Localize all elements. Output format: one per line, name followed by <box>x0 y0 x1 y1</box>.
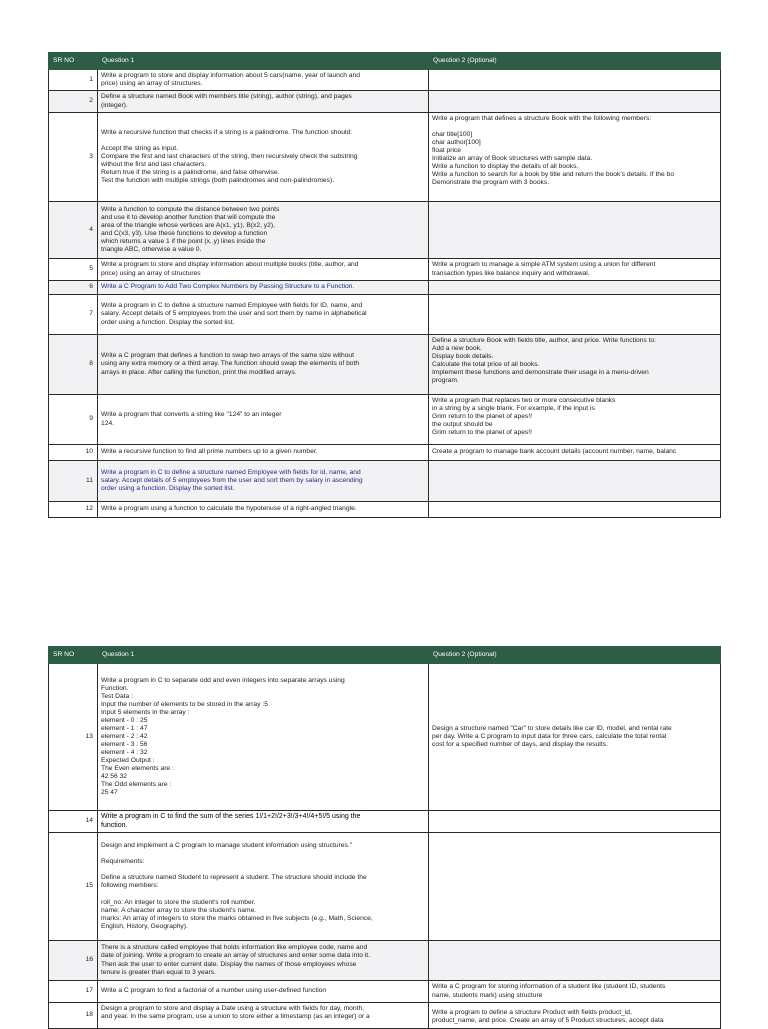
row-sr: 8 <box>49 335 98 395</box>
row-question-1: Write a recursive function that checks if a string is a palindrome. The function should: Accept the string as input. Compare the first and last characters of the string, then recursively check the substring without the first and last characters. Return true if the string is a palindrome, and false otherwise. Test the function with multiple strings (both palindromes and non-palindromes). <box>98 113 429 202</box>
header-question-1: Question 1 <box>98 53 429 70</box>
table-row <box>49 811 721 833</box>
row-question-2: Create a program to manage bank account details (account number, name, balanc <box>429 445 721 461</box>
row-question-2 <box>429 811 721 833</box>
row-question-2 <box>429 70 721 91</box>
question-table-1 <box>48 52 721 518</box>
row-question-2: Write a C program for storing information of a student like (student ID, students name, students mark) using structure <box>429 981 721 1003</box>
row-sr: 13 <box>49 664 98 811</box>
row-question-1: Design and implement a C program to manage student information using structures." Requirements: Define a structure named Student to represent a student. The structure should include the following members: roll_no: An integer to store the student's roll number. name: A character array to store the student's name. marks: An array of integers to store the marks obtained in five subjects (e.g., Math, Science, English, History, Geography). <box>98 833 429 941</box>
table-row <box>49 833 721 941</box>
row-sr: 3 <box>49 113 98 202</box>
row-sr: 10 <box>49 445 98 461</box>
row-sr: 9 <box>49 395 98 445</box>
table-row <box>49 259 721 281</box>
row-sr: 14 <box>49 811 98 833</box>
table-row <box>49 445 721 461</box>
row-question-1: Write a program to store and display information about multiple books (title, author, and price) using an array of structures <box>98 259 429 281</box>
table-header-row <box>49 647 721 664</box>
table-row <box>49 981 721 1003</box>
row-question-1: Define a structure named Book with members title (string), author (string), and pages (integer). <box>98 91 429 113</box>
table-row <box>49 295 721 335</box>
row-question-1: Write a program in C to separate odd and even integers into separate arrays using Function. Test Data : Input the number of elements to be stored in the array :5 Input 5 elements in the array : element - 0 : 25 element - 1 : 47 element - 2 : 42 element - 3 : 56 element - 4 : 32 Expected Output : The Even elements are : 42 56 32 The Odd elements are : 25 47 <box>98 664 429 811</box>
row-sr: 6 <box>49 281 98 295</box>
table-row <box>49 664 721 811</box>
row-question-1: Write a program in C to find the sum of the series 1!/1+2!/2+3!/3+4!/4+5!/5 using the function. <box>98 811 429 833</box>
question-table-2 <box>48 646 721 1029</box>
row-question-1: Write a function to compute the distance between two points and use it to develop another function that will compute the area of the triangle whose vertices are A(x1, y1), B(x2, y2), and C(x3, y3). Use these functions to develop a function which returns a value 1 if the point (x, y) lines inside the triangle ABC, otherwise a value 0. <box>98 202 429 259</box>
header-question-2: Question 2 (Optional) <box>429 647 721 664</box>
table-row <box>49 202 721 259</box>
table-row <box>49 113 721 202</box>
header-question-1: Question 1 <box>98 647 429 664</box>
row-question-1: Write a program that converts a string like "124" to an integer 124. <box>98 395 429 445</box>
row-sr: 15 <box>49 833 98 941</box>
row-question-2: Write a program to manage a simple ATM system using a union for different transaction types like balance inquiry and withdrawal. <box>429 259 721 281</box>
row-question-2 <box>429 295 721 335</box>
row-sr: 18 <box>49 1003 98 1029</box>
row-question-2: Write a program to define a structure Product with fields product_id, product_name, and price. Create an array of 5 Product structures, accept data <box>429 1003 721 1029</box>
table-row <box>49 461 721 502</box>
table-row <box>49 941 721 981</box>
table-row <box>49 1003 721 1029</box>
row-sr: 4 <box>49 202 98 259</box>
row-sr: 16 <box>49 941 98 981</box>
row-question-1: Write a program in C to define a structure named Employee with fields for ID, name, and salary. Accept details of 5 employees from the user and sort them by name in alphabetical order using a function. Display the sorted list. <box>98 295 429 335</box>
row-question-1: There is a structure called employee that holds information like employee code, name and date of joining. Write a program to create an array of structures and enter some data into it. Then ask the user to enter current date. Display the names of those employees whose tenure is greater than equal to 3 years. <box>98 941 429 981</box>
row-question-2 <box>429 941 721 981</box>
row-sr: 1 <box>49 70 98 91</box>
table-row <box>49 395 721 445</box>
row-sr: 12 <box>49 502 98 518</box>
table-row <box>49 91 721 113</box>
table-row <box>49 335 721 395</box>
row-question-1: Write a program in C to define a structure named Employee with fields for id, name, and salary. Accept details of 5 employees from the user and sort them by salary in ascending order using a function. Display the sorted list. <box>98 461 429 502</box>
row-question-2 <box>429 202 721 259</box>
row-question-2: Write a program that replaces two or more consecutive blanks in a string by a single blank. For example, if the input is Grim return to the planet of apes!! the output should be Grim return to the planet of apes!! <box>429 395 721 445</box>
row-question-1: Design a program to store and display a Date using a structure with fields for day, month, and year. In the same program, use a union to store either a timestamp (as an integer) or a <box>98 1003 429 1029</box>
table-header-row <box>49 53 721 70</box>
row-question-1: Write a C Program to Add Two Complex Numbers by Passing Structure to a Function. <box>98 281 429 295</box>
header-sr-no: SR NO <box>49 53 98 70</box>
row-question-2: Design a structure named "Car" to store details like car ID, model, and rental rate per day. Write a C program to input data for three cars, calculate the total rental cost for a specified number of days, and display the results. <box>429 664 721 811</box>
row-question-1: Write a recursive function to find all prime numbers up to a given number. <box>98 445 429 461</box>
header-question-2: Question 2 (Optional) <box>429 53 721 70</box>
row-sr: 17 <box>49 981 98 1003</box>
row-question-1: Write a program to store and display information about 5 cars(name, year of launch and price) using an array of structures. <box>98 70 429 91</box>
row-question-2: Write a program that defines a structure Book with the following members: char title[100] char author[100] float price Initialize an array of Book structures with sample data. Write a function to display the details of all books. Write a function to search for a book by title and return the book's details. If the bo Demonstrate the program with 3 books. <box>429 113 721 202</box>
row-question-2 <box>429 91 721 113</box>
header-sr-no: SR NO <box>49 647 98 664</box>
row-question-1: Write a program using a function to calculate the hypotenuse of a right-angled triangle. <box>98 502 429 518</box>
row-question-2 <box>429 461 721 502</box>
row-sr: 2 <box>49 91 98 113</box>
row-sr: 7 <box>49 295 98 335</box>
row-sr: 5 <box>49 259 98 281</box>
row-question-1: Write a C program that defines a function to swap two arrays of the same size without using any extra memory or a third array. The function should swap the elements of both arrays in place. After calling the function, print the modified arrays. <box>98 335 429 395</box>
row-sr: 11 <box>49 461 98 502</box>
table-row <box>49 502 721 518</box>
row-question-2 <box>429 833 721 941</box>
table-row <box>49 70 721 91</box>
row-question-2: Define a structure Book with fields title, author, and price. Write functions to: Add a new book. Display book details. Calculate the total price of all books. Implement these functions and demonstrate their usage in a menu-driven program. <box>429 335 721 395</box>
table-row <box>49 281 721 295</box>
row-question-1: Write a C program to find a factorial of a number using user-defined function <box>98 981 429 1003</box>
row-question-2 <box>429 502 721 518</box>
row-question-2 <box>429 281 721 295</box>
